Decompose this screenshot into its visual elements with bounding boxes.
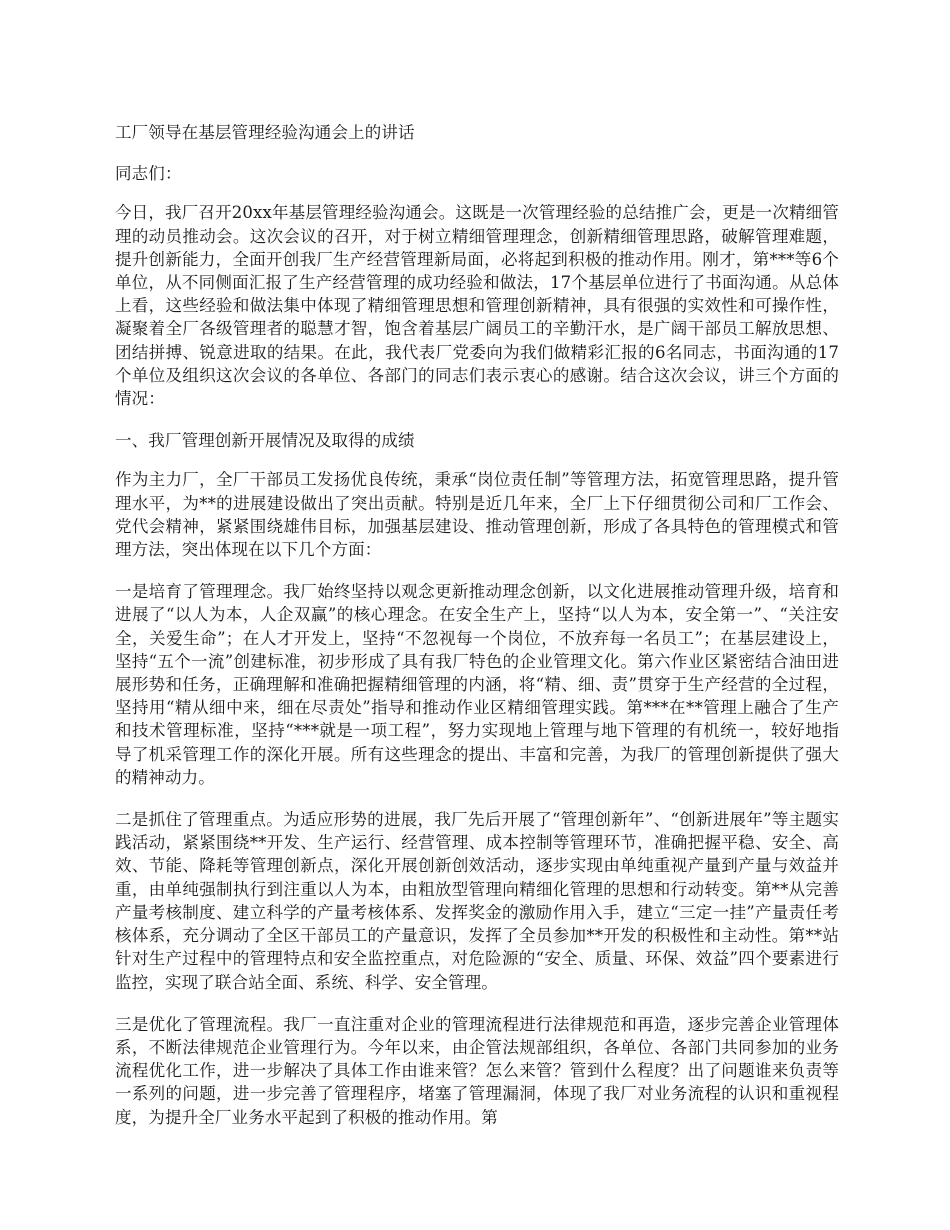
- document-title: 工厂领导在基层管理经验沟通会上的讲话: [115, 123, 415, 142]
- point-one-paragraph: 一是培育了管理理念。我厂始终坚持以观念更新推动理念创新，以文化进展推动管理升级，培育和进展了“以人为本，人企双赢”的核心理念。在安全生产上，坚持“以人为本，安全第一”、“关注安全，关爱生命”；在人才开发上，坚持“不忽视每一个岗位，不放弃每一名员工”；在基层建设上，坚持“五个一流”创建标准，初步形成了具有我厂特色的企业管理文化。第六作业区紧密结合油田进展形势和任务，正确理解和准确把握精细管理的内涵，将“精、细、责”贯穿于生产经营的全过程，坚持用“精从细中来，细在尽责处”指导和推动作业区精细管理实践。第***在**管理上融合了生产和技术管理标准，坚持“***就是一项工程”，努力实现地上管理与地下管理的有机统一，较好地指导了机采管理工作的深化开展。所有这些理念的提出、丰富和完善，为我厂的管理创新提供了强大的精神动力。: [115, 582, 839, 787]
- point-three-paragraph: 三是优化了管理流程。我厂一直注重对企业的管理流程进行法律规范和再造，逐步完善企业管理体系，不断法律规范企业管理行为。今年以来，由企管法规部组织，各单位、各部门共同参加的业务流程优化工作，进一步解决了具体工作由谁来管？怎么来管？管到什么程度？出了问题谁来负责等一系列的问题，进一步完善了管理程序，堵塞了管理漏洞，体现了我厂对业务流程的认识和重视程度，为提升全厂业务水平起到了积极的推动作用。第: [115, 1014, 839, 1127]
- section-intro-paragraph: 作为主力厂，全厂干部员工发扬优良传统，秉承“岗位责任制”等管理方法，拓宽管理思路，提升管理水平，为**的进展建设做出了突出贡献。特别是近几年来，全厂上下仔细贯彻公司和厂工作会、党代会精神，紧紧围绕雄伟目标，加强基层建设、推动管理创新，形成了各具特色的管理模式和管理方法，突出体现在以下几个方面：: [115, 470, 839, 560]
- point-two-paragraph: 二是抓住了管理重点。为适应形势的进展，我厂先后开展了“管理创新年”、“创新进展年”等主题实践活动，紧紧围绕**开发、生产运行、经营管理、成本控制等管理环节，准确把握平稳、安全、高效、节能、降耗等管理创新点，深化开展创新创效活动，逐步实现由单纯重视产量到产量与效益并重，由单纯强制执行到注重以人为本，由粗放型管理向精细化管理的思想和行动转变。第**从完善产量考核制度、建立科学的产量考核体系、发挥奖金的激励作用入手，建立“三定一挂”产量责任考核体系，充分调动了全区干部员工的产量意识，发挥了全员参加**开发的积极性和主动性。第**站针对生产过程中的管理特点和安全监控重点，对危险源的“安全、质量、环保、效益”四个要素进行监控，实现了联合站全面、系统、科学、安全管理。: [115, 810, 839, 992]
- intro-paragraph: 今日，我厂召开20xx年基层管理经验沟通会。这既是一次管理经验的总结推广会，更是一次精细管理的动员推动会。这次会议的召开，对于树立精细管理理念，创新精细管理思路，破解管理难题，提升创新能力，全面开创我厂生产经营管理新局面，必将起到积极的推动作用。刚才，第***等6个单位，从不同侧面汇报了生产经营管理的成功经验和做法，17个基层单位进行了书面沟通。从总体上看，这些经验和做法集中体现了精细管理思想和管理创新精神，具有很强的实效性和可操作性，凝聚着全厂各级管理者的聪慧才智，饱含着基层广阔员工的辛勤汗水，是广阔干部员工解放思想、团结拼搏、锐意进取的结果。在此，我代表厂党委向为我们做精彩汇报的6名同志，书面沟通的17个单位及组织这次会议的各单位、各部门的同志们表示衷心的感谢。结合这次会议，讲三个方面的情况：: [115, 203, 839, 409]
- section-heading: 一、我厂管理创新开展情况及取得的成绩: [115, 431, 415, 451]
- document-page: [115, 121, 839, 1148]
- greeting: 同志们：: [115, 164, 182, 184]
